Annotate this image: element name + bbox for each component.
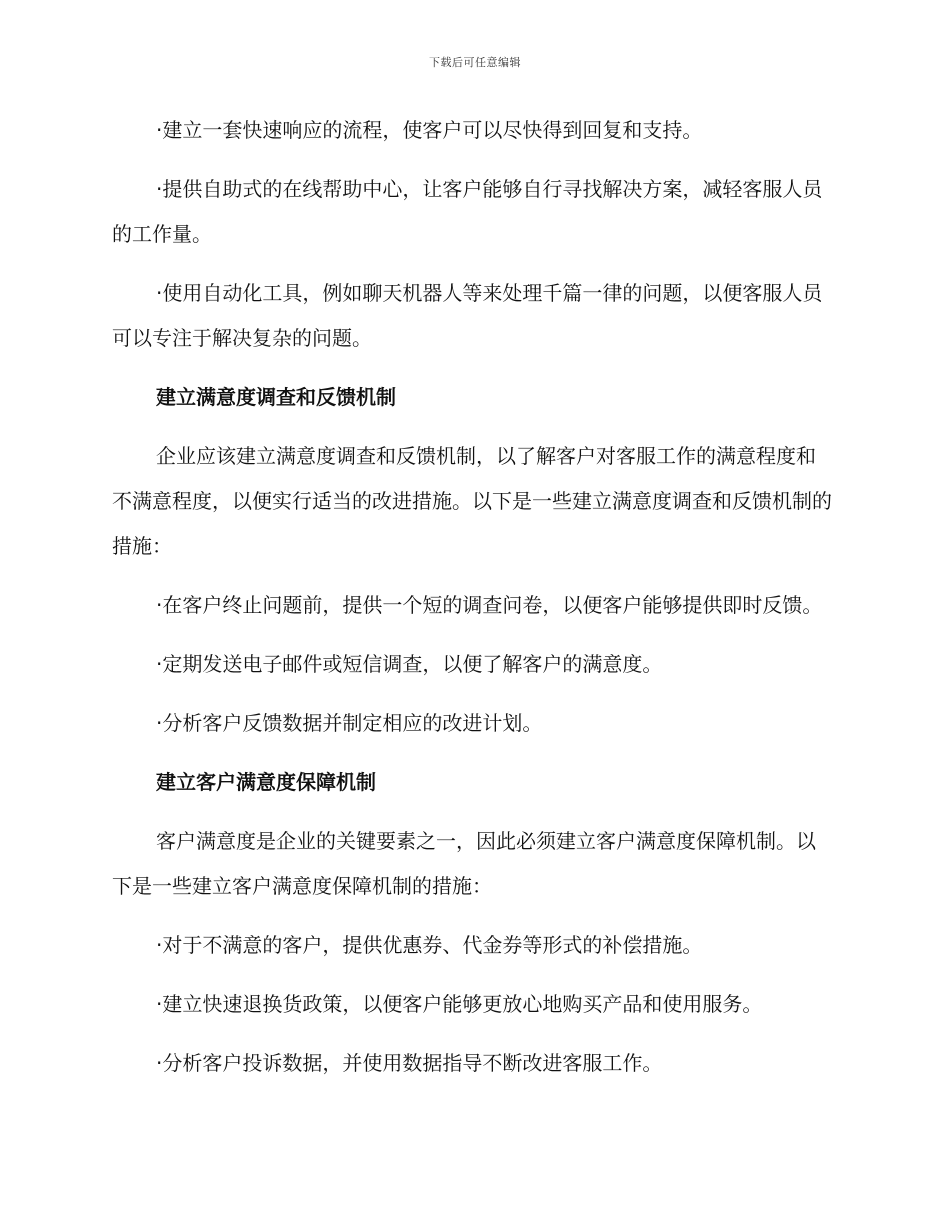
section-heading-satisfaction-guarantee: 建立客户满意度保障机制	[156, 770, 376, 794]
bullet-fast-response: ·建立一套快速响应的流程，使客户可以尽快得到回复和支持。	[156, 118, 703, 142]
document-body	[112, 108, 834, 1100]
bullet-return-policy: ·建立快速退换货政策，以便客户能够更放心地购买产品和使用服务。	[156, 992, 763, 1016]
page-header-note: 下载后可任意编辑	[429, 56, 521, 69]
bullet-email-sms-survey: ·定期发送电子邮件或短信调查，以便了解客户的满意度。	[156, 652, 663, 676]
paragraph-survey-intro: 企业应该建立满意度调查和反馈机制，以了解客户对客服工作的满意程度和不满意程度，以便实行适当的改进措施。以下是一些建立满意度调查和反馈机制的措施：	[112, 444, 832, 558]
paragraph-guarantee-intro: 客户满意度是企业的关键要素之一，因此必须建立客户满意度保障机制。以下是一些建立客户满意度保障机制的措施：	[112, 829, 816, 898]
bullet-compensation: ·对于不满意的客户，提供优惠券、代金券等形式的补偿措施。	[156, 933, 703, 957]
bullet-analyze-complaints: ·分析客户投诉数据，并使用数据指导不断改进客服工作。	[156, 1051, 663, 1075]
bullet-short-questionnaire: ·在客户终止问题前，提供一个短的调查问卷，以便客户能够提供即时反馈。	[156, 593, 823, 617]
section-heading-satisfaction-survey: 建立满意度调查和反馈机制	[156, 385, 396, 409]
bullet-self-help-center: ·提供自助式的在线帮助中心，让客户能够自行寻找解决方案，减轻客服人员的工作量。	[112, 177, 823, 246]
bullet-analyze-feedback: ·分析客户反馈数据并制定相应的改进计划。	[156, 711, 543, 735]
bullet-automation-tools: ·使用自动化工具，例如聊天机器人等来处理千篇一律的问题，以便客服人员可以专注于解决复杂的问题。	[112, 281, 823, 350]
